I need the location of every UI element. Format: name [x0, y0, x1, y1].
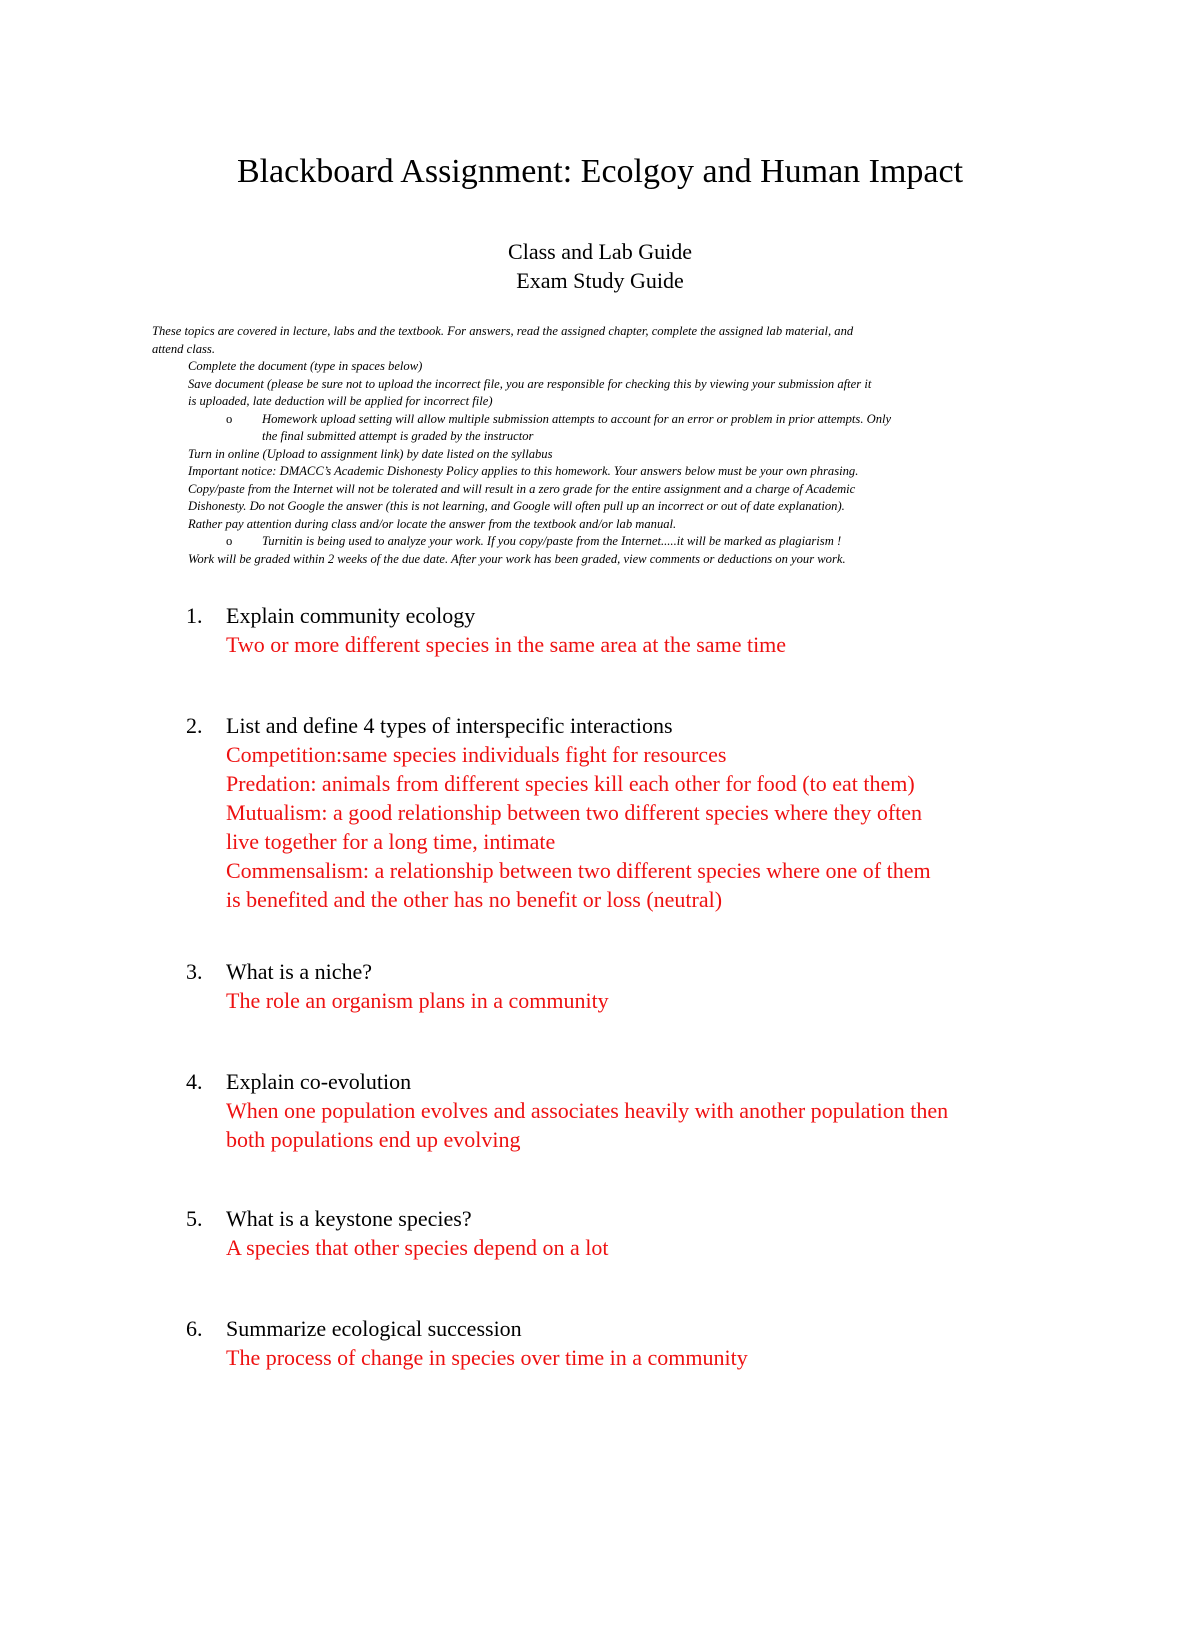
- instruction-save-line-1: Save document (please be sure not to upload the incorrect file, you are responsible for checking this by viewing your submission after it: [188, 376, 872, 391]
- instruction-upload-note-line-1: [152, 411, 1032, 429]
- question-number: 1.: [186, 603, 203, 628]
- question-number: 2.: [186, 713, 203, 738]
- question-5: [186, 1204, 1086, 1262]
- notice-line-2: Copy/paste from the Internet will not be tolerated and will result in a zero grade for the entire assignment and a charge of Academic: [188, 481, 856, 496]
- question-2: [186, 711, 1086, 914]
- answer-line: Predation: animals from different species kill each other for food (to eat them): [226, 771, 915, 796]
- turnitin-text: Turnitin is being used to analyze your work. If you copy/paste from the Internet.....it will be marked as plagiarism !: [262, 534, 842, 548]
- instruction-upload-note-line-2: the final submitted attempt is graded by the instructor: [262, 429, 534, 443]
- upload-note-text-1: Homework upload setting will allow multiple submission attempts to account for an error or problem in prior attempts. Only: [262, 411, 892, 426]
- instruction-graded: Work will be graded within 2 weeks of the due date. After your work has been graded, view comments or deductions on your work.: [188, 551, 846, 566]
- question-4: [186, 1067, 1086, 1154]
- question-prompt: Explain community ecology: [226, 603, 476, 628]
- notice-line-1: Important notice: DMACC’s Academic Dishonesty Policy applies to this homework. Your answers below must be your own phrasing.: [188, 464, 859, 478]
- question-3: [186, 957, 1086, 1015]
- notice-line-3: Dishonesty. Do not Google the answer (this is not learning, and Google will often pull up an incorrect or out of date explanation).: [188, 499, 845, 513]
- answer-line: The role an organism plans in a community: [226, 988, 609, 1013]
- question-prompt: Summarize ecological succession: [226, 1316, 522, 1341]
- instructions-intro-line-1: These topics are covered in lecture, labs and the textbook. For answers, read the assigned chapter, complete the assigned lab material, and: [152, 324, 854, 338]
- instruction-turnitin: [152, 533, 1032, 551]
- answer-line: Mutualism: a good relationship between two different species where they often: [226, 800, 923, 825]
- question-prompt: What is a keystone species?: [226, 1206, 472, 1231]
- question-number: 6.: [186, 1316, 203, 1341]
- answer-line: Commensalism: a relationship between two different species where one of them: [226, 858, 931, 883]
- instruction-save-line-2: is uploaded, late deduction will be applied for incorrect file): [188, 394, 493, 408]
- question-number: 4.: [186, 1069, 203, 1094]
- question-6: [186, 1314, 1086, 1372]
- instructions-intro-line-2: attend class.: [152, 341, 215, 356]
- document-title: Blackboard Assignment: Ecolgoy and Human Impact: [236, 153, 964, 190]
- question-number: 3.: [186, 959, 203, 984]
- instruction-complete: Complete the document (type in spaces below): [188, 359, 423, 373]
- question-prompt: List and define 4 types of interspecific interactions: [226, 713, 673, 738]
- instructions-block: [152, 323, 1032, 568]
- question-number: 5.: [186, 1206, 203, 1231]
- instruction-turn-in: Turn in online (Upload to assignment link) by date listed on the syllabus: [188, 446, 553, 461]
- bullet-symbol: o: [226, 411, 233, 426]
- answer-line: live together for a long time, intimate: [226, 829, 556, 854]
- notice-line-4: Rather pay attention during class and/or locate the answer from the textbook and/or lab manual.: [188, 516, 677, 531]
- subtitle-class-lab-guide: Class and Lab Guide: [508, 239, 692, 264]
- answer-line: Competition:same species individuals fight for resources: [226, 742, 727, 767]
- question-prompt: Explain co-evolution: [226, 1069, 412, 1094]
- answer-line: Two or more different species in the same area at the same time: [226, 632, 787, 657]
- subtitle-exam-study-guide: Exam Study Guide: [516, 268, 684, 293]
- question-1: [186, 601, 1086, 659]
- answer-line: When one population evolves and associates heavily with another population then: [226, 1098, 949, 1123]
- bullet-symbol: o: [226, 534, 233, 548]
- answer-line: both populations end up evolving: [226, 1127, 521, 1152]
- answer-line: A species that other species depend on a lot: [226, 1235, 609, 1260]
- answer-line: is benefited and the other has no benefit or loss (neutral): [226, 887, 723, 912]
- answer-line: The process of change in species over time in a community: [226, 1345, 748, 1370]
- question-prompt: What is a niche?: [226, 959, 372, 984]
